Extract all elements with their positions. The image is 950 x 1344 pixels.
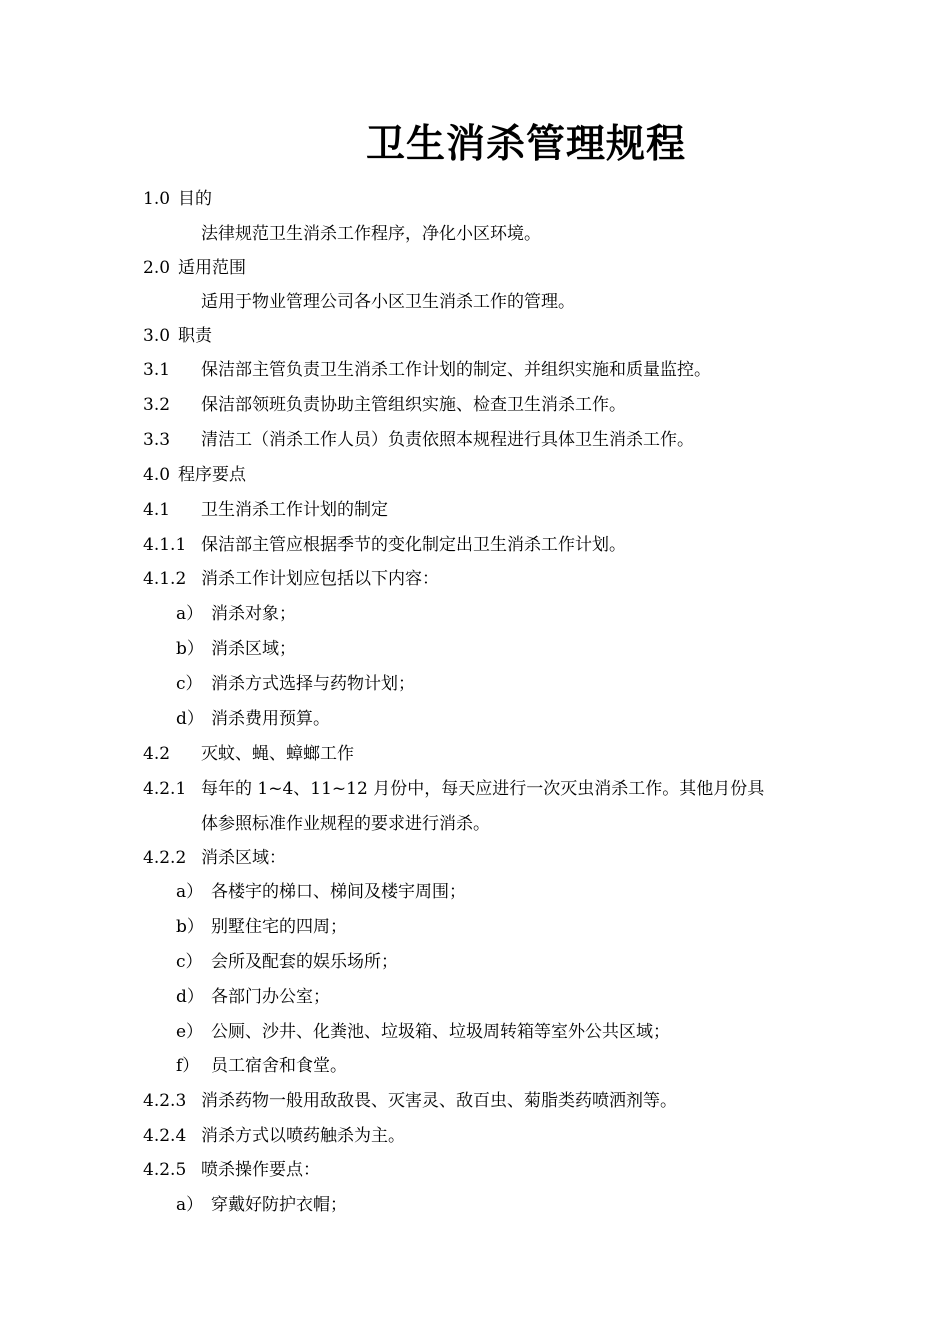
line-number: 2.0 (143, 258, 171, 278)
line-text: 体参照标准作业规程的要求进行消杀。 (201, 814, 490, 834)
line-text: 程序要点 (178, 465, 246, 485)
page-title: 卫生消杀管理规程 (365, 121, 686, 167)
line-text: 消杀对象； (211, 604, 296, 624)
line-text: 消杀方式选择与药物计划； (211, 674, 415, 694)
line-number: 4.2.2 (143, 848, 187, 868)
line-number: a） (176, 1195, 204, 1215)
line-number: 4.1.2 (143, 569, 187, 589)
line-text: 卫生消杀工作计划的制定 (201, 500, 388, 520)
line-text: 消杀药物一般用敌敌畏、灭害灵、敌百虫、菊脂类药喷洒剂等。 (201, 1091, 677, 1111)
line-number: 4.2 (143, 744, 171, 764)
line-number: 4.1.1 (143, 535, 187, 555)
line-number: 4.2.5 (143, 1160, 187, 1180)
line-number: 3.2 (143, 395, 171, 415)
line-number: 4.1 (143, 500, 171, 520)
line-number: d） (176, 709, 204, 729)
line-text: 适用范围 (178, 258, 246, 278)
line-text: 消杀区域： (201, 848, 286, 868)
line-text: 消杀方式以喷药触杀为主。 (201, 1126, 405, 1146)
line-text: 适用于物业管理公司各小区卫生消杀工作的管理。 (201, 292, 575, 312)
line-text: 消杀区域； (211, 639, 296, 659)
line-number: a） (176, 604, 204, 624)
line-text: 灭蚊、蝇、蟑螂工作 (201, 744, 354, 764)
line-number: d） (176, 987, 204, 1007)
line-number: a） (176, 882, 204, 902)
line-text: 消杀工作计划应包括以下内容： (201, 569, 439, 589)
line-text: 保洁部主管应根据季节的变化制定出卫生消杀工作计划。 (201, 535, 626, 555)
line-text: 消杀费用预算。 (211, 709, 330, 729)
line-number: b） (176, 639, 204, 659)
line-number: e） (176, 1022, 204, 1042)
line-text: 公厕、沙井、化粪池、垃圾箱、垃圾周转箱等室外公共区域； (211, 1022, 670, 1042)
line-number: b） (176, 917, 204, 937)
line-number: c） (176, 674, 203, 694)
line-number: 4.0 (143, 465, 171, 485)
line-text: 各部门办公室； (211, 987, 330, 1007)
line-text: 保洁部主管负责卫生消杀工作计划的制定、并组织实施和质量监控。 (201, 360, 711, 380)
line-text: 喷杀操作要点： (201, 1160, 320, 1180)
line-number: 3.0 (143, 326, 171, 346)
line-text: 别墅住宅的四周； (211, 917, 347, 937)
line-text: 穿戴好防护衣帽； (211, 1195, 347, 1215)
line-text: 法律规范卫生消杀工作程序，净化小区环境。 (201, 224, 541, 244)
line-number: 1.0 (143, 189, 171, 209)
line-text: 清洁工（消杀工作人员）负责依照本规程进行具体卫生消杀工作。 (201, 430, 694, 450)
line-text: 各楼宇的梯口、梯间及楼宇周围； (211, 882, 466, 902)
line-number: 4.2.3 (143, 1091, 187, 1111)
line-text: 目的 (178, 189, 212, 209)
line-number: 4.2.4 (143, 1126, 187, 1146)
line-number: f） (176, 1056, 200, 1076)
line-text: 职责 (178, 326, 212, 346)
line-text: 保洁部领班负责协助主管组织实施、检查卫生消杀工作。 (201, 395, 626, 415)
line-text: 每年的 1~4、11~12 月份中，每天应进行一次灭虫消杀工作。其他月份具 (201, 779, 765, 799)
line-number: 3.1 (143, 360, 171, 380)
line-number: 3.3 (143, 430, 171, 450)
line-number: c） (176, 952, 203, 972)
line-text: 员工宿舍和食堂。 (211, 1056, 347, 1076)
line-text: 会所及配套的娱乐场所； (211, 952, 398, 972)
line-number: 4.2.1 (143, 779, 187, 799)
